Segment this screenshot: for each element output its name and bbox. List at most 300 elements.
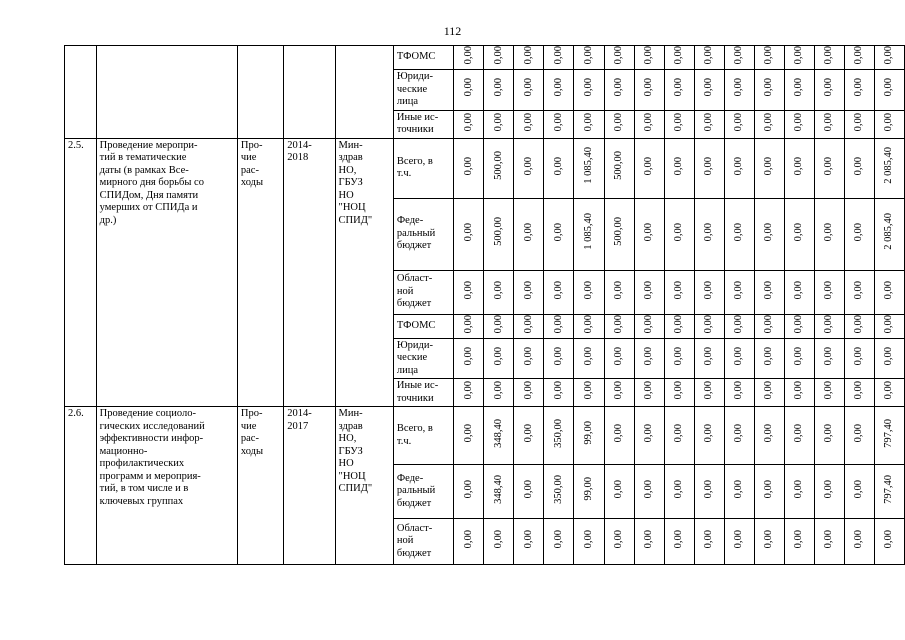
value-cell <box>574 519 604 565</box>
amount-value: 0,00 <box>522 346 534 366</box>
amount-value: 0,00 <box>462 314 474 333</box>
funding-source-cell <box>393 314 453 338</box>
funding-source-label: Иные ис- точники <box>396 380 439 404</box>
value-cell <box>514 407 544 465</box>
amount-value: 0,00 <box>492 280 504 299</box>
amount-value: 0,00 <box>703 346 715 366</box>
value-cell <box>844 379 874 407</box>
amount-value: 0,00 <box>673 381 685 400</box>
section-number-cell <box>65 138 97 407</box>
amount-value: 0,00 <box>763 346 775 366</box>
amount-value: 350,00 <box>552 474 564 504</box>
value-cell <box>634 198 664 270</box>
value-cell <box>844 70 874 111</box>
amount-value: 0,00 <box>703 314 715 333</box>
value-cell <box>694 110 724 138</box>
amount-value: 0,00 <box>823 381 835 400</box>
value-cell <box>484 198 514 270</box>
value-cell <box>544 465 574 519</box>
value-cell <box>814 519 844 565</box>
value-cell <box>634 110 664 138</box>
value-cell <box>484 46 514 70</box>
value-cell <box>724 338 754 379</box>
amount-value: 500,00 <box>492 217 504 247</box>
amount-value: 0,00 <box>462 280 474 299</box>
amount-value: 0,00 <box>793 112 805 131</box>
value-cell <box>874 270 904 314</box>
amount-value: 0,00 <box>673 78 685 97</box>
value-cell <box>694 70 724 111</box>
amount-value: 0,00 <box>703 480 715 499</box>
value-cell <box>694 46 724 70</box>
amount-value: 0,00 <box>853 46 865 65</box>
number-cell <box>65 46 97 139</box>
amount-value: 0,00 <box>823 480 835 499</box>
value-cell <box>874 379 904 407</box>
value-cell <box>514 70 544 111</box>
amount-value: 0,00 <box>853 314 865 333</box>
expense-category: Про- чие рас- ходы <box>240 408 264 457</box>
amount-value: 0,00 <box>733 46 745 65</box>
value-cell <box>784 138 814 198</box>
amount-value: 0,00 <box>883 530 895 549</box>
amount-value: 0,00 <box>643 424 655 443</box>
amount-value: 0,00 <box>703 46 715 65</box>
amount-value: 0,00 <box>462 424 474 443</box>
amount-value: 0,00 <box>673 46 685 65</box>
amount-value: 0,00 <box>522 222 534 241</box>
value-cell <box>874 519 904 565</box>
funding-source-label: Всего, в т.ч. <box>396 155 433 179</box>
value-cell <box>844 198 874 270</box>
value-cell <box>544 519 574 565</box>
amount-value: 0,00 <box>883 346 895 366</box>
amount-value: 0,00 <box>582 346 594 366</box>
value-cell <box>784 198 814 270</box>
amount-value: 0,00 <box>582 46 594 65</box>
amount-value: 0,00 <box>883 280 895 299</box>
value-cell <box>754 338 784 379</box>
amount-value: 0,00 <box>853 480 865 499</box>
value-cell <box>694 198 724 270</box>
value-cell <box>694 314 724 338</box>
value-cell <box>574 407 604 465</box>
amount-value: 0,00 <box>643 314 655 333</box>
funding-source-cell <box>393 138 453 198</box>
amount-value: 0,00 <box>853 381 865 400</box>
value-cell <box>844 46 874 70</box>
amount-value: 0,00 <box>673 314 685 333</box>
value-cell <box>754 270 784 314</box>
value-cell <box>724 270 754 314</box>
amount-value: 0,00 <box>763 222 775 241</box>
value-cell <box>604 198 634 270</box>
amount-value: 0,00 <box>522 530 534 549</box>
value-cell <box>484 138 514 198</box>
value-cell <box>454 519 484 565</box>
amount-value: 0,00 <box>613 46 625 65</box>
amount-value: 0,00 <box>613 381 625 400</box>
funding-source-cell <box>393 465 453 519</box>
value-cell <box>664 519 694 565</box>
amount-value: 0,00 <box>853 222 865 241</box>
amount-value: 0,00 <box>643 78 655 97</box>
amount-value: 0,00 <box>613 280 625 299</box>
value-cell <box>754 314 784 338</box>
value-cell <box>454 407 484 465</box>
value-cell <box>574 314 604 338</box>
amount-value: 0,00 <box>462 156 474 175</box>
value-cell <box>814 110 844 138</box>
value-cell <box>814 465 844 519</box>
amount-value: 0,00 <box>673 424 685 443</box>
amount-value: 0,00 <box>552 156 564 175</box>
amount-value: 0,00 <box>582 280 594 299</box>
amount-value: 0,00 <box>733 280 745 299</box>
amount-value: 0,00 <box>613 424 625 443</box>
amount-value: 0,00 <box>733 381 745 400</box>
value-cell <box>574 379 604 407</box>
value-cell <box>544 338 574 379</box>
amount-value: 0,00 <box>462 112 474 131</box>
amount-value: 0,00 <box>582 381 594 400</box>
funding-source-cell <box>393 519 453 565</box>
amount-value: 0,00 <box>883 314 895 333</box>
amount-value: 0,00 <box>763 280 775 299</box>
amount-value: 0,00 <box>703 156 715 175</box>
amount-value: 0,00 <box>733 156 745 175</box>
category-cell <box>237 46 283 139</box>
amount-value: 0,00 <box>673 156 685 175</box>
amount-value: 0,00 <box>763 381 775 400</box>
amount-value: 0,00 <box>823 314 835 333</box>
amount-value: 0,00 <box>552 78 564 97</box>
amount-value: 0,00 <box>793 530 805 549</box>
value-cell <box>604 138 634 198</box>
value-cell <box>754 465 784 519</box>
value-cell <box>544 110 574 138</box>
value-cell <box>574 270 604 314</box>
value-cell <box>634 314 664 338</box>
value-cell <box>604 70 634 111</box>
section-title-cell <box>96 138 237 407</box>
value-cell <box>814 46 844 70</box>
amount-value: 0,00 <box>763 78 775 97</box>
amount-value: 0,00 <box>853 78 865 97</box>
amount-value: 0,00 <box>613 530 625 549</box>
page-number: 112 <box>443 24 462 38</box>
amount-value: 0,00 <box>613 314 625 333</box>
amount-value: 0,00 <box>793 222 805 241</box>
amount-value: 0,00 <box>703 222 715 241</box>
amount-value: 0,00 <box>793 280 805 299</box>
value-cell <box>724 407 754 465</box>
value-cell <box>664 110 694 138</box>
amount-value: 0,00 <box>522 78 534 97</box>
amount-value: 0,00 <box>853 156 865 175</box>
value-cell <box>634 338 664 379</box>
amount-value: 0,00 <box>763 46 775 65</box>
amount-value: 0,00 <box>673 112 685 131</box>
amount-value: 0,00 <box>733 530 745 549</box>
value-cell <box>544 198 574 270</box>
value-cell <box>784 314 814 338</box>
value-cell <box>694 338 724 379</box>
amount-value: 0,00 <box>462 480 474 499</box>
amount-value: 350,00 <box>552 418 564 448</box>
funding-source-label: ТФОМС <box>396 319 436 331</box>
value-cell <box>694 519 724 565</box>
funding-source-label: Юриди- ческие лица <box>396 339 434 376</box>
value-cell <box>754 519 784 565</box>
value-cell <box>874 46 904 70</box>
value-cell <box>664 314 694 338</box>
amount-value: 0,00 <box>673 222 685 241</box>
value-cell <box>664 407 694 465</box>
value-cell <box>784 270 814 314</box>
value-cell <box>604 110 634 138</box>
executor-cell <box>335 138 393 407</box>
funding-source-label: Област- ной бюджет <box>396 522 433 559</box>
amount-value: 0,00 <box>552 530 564 549</box>
value-cell <box>634 379 664 407</box>
value-cell <box>754 70 784 111</box>
amount-value: 0,00 <box>703 424 715 443</box>
funding-source-cell <box>393 338 453 379</box>
amount-value: 0,00 <box>823 424 835 443</box>
amount-value: 0,00 <box>492 46 504 65</box>
amount-value: 348,40 <box>492 474 504 504</box>
value-cell <box>784 338 814 379</box>
value-cell <box>754 198 784 270</box>
amount-value: 0,00 <box>613 346 625 366</box>
value-cell <box>664 338 694 379</box>
value-cell <box>574 338 604 379</box>
amount-value: 0,00 <box>462 78 474 97</box>
amount-value: 0,00 <box>763 530 775 549</box>
amount-value: 0,00 <box>492 314 504 333</box>
value-cell <box>874 138 904 198</box>
funding-source-label: Всего, в т.ч. <box>396 423 433 447</box>
amount-value: 0,00 <box>703 112 715 131</box>
value-cell <box>454 138 484 198</box>
value-cell <box>454 70 484 111</box>
value-cell <box>604 46 634 70</box>
value-cell <box>514 198 544 270</box>
value-cell <box>604 270 634 314</box>
amount-value: 0,00 <box>733 480 745 499</box>
value-cell <box>664 46 694 70</box>
funding-source-label: Област- ной бюджет <box>396 273 433 310</box>
table-body <box>65 46 905 565</box>
value-cell <box>454 314 484 338</box>
period: 2014- 2017 <box>287 408 312 432</box>
table-row <box>65 46 905 70</box>
value-cell <box>634 70 664 111</box>
amount-value: 0,00 <box>613 78 625 97</box>
amount-value: 0,00 <box>883 112 895 131</box>
value-cell <box>454 110 484 138</box>
value-cell <box>454 198 484 270</box>
value-cell <box>874 110 904 138</box>
value-cell <box>664 379 694 407</box>
value-cell <box>784 70 814 111</box>
amount-value: 0,00 <box>643 222 655 241</box>
value-cell <box>844 465 874 519</box>
amount-value: 0,00 <box>883 381 895 400</box>
amount-value: 500,00 <box>492 151 504 181</box>
value-cell <box>514 46 544 70</box>
amount-value: 2 085,40 <box>883 213 895 251</box>
value-cell <box>784 379 814 407</box>
funding-source-label: Юриди- ческие лица <box>396 71 434 107</box>
value-cell <box>634 407 664 465</box>
amount-value: 0,00 <box>643 46 655 65</box>
amount-value: 348,40 <box>492 418 504 448</box>
period-cell <box>284 138 335 407</box>
section-title-cell <box>96 407 237 565</box>
amount-value: 500,00 <box>613 151 625 181</box>
amount-value: 0,00 <box>823 530 835 549</box>
value-cell <box>724 519 754 565</box>
amount-value: 0,00 <box>492 112 504 131</box>
amount-value: 0,00 <box>793 346 805 366</box>
executor: Мин- здрав НО, ГБУЗ НО "НОЦ СПИД" <box>338 408 373 494</box>
value-cell <box>694 465 724 519</box>
amount-value: 0,00 <box>552 112 564 131</box>
amount-value: 0,00 <box>462 381 474 400</box>
amount-value: 0,00 <box>492 530 504 549</box>
value-cell <box>634 465 664 519</box>
value-cell <box>694 379 724 407</box>
value-cell <box>634 46 664 70</box>
amount-value: 0,00 <box>582 530 594 549</box>
amount-value: 99,00 <box>582 421 594 446</box>
amount-value: 0,00 <box>462 346 474 366</box>
value-cell <box>874 338 904 379</box>
amount-value: 0,00 <box>853 424 865 443</box>
value-cell <box>754 138 784 198</box>
value-cell <box>634 270 664 314</box>
value-cell <box>784 465 814 519</box>
value-cell <box>604 379 634 407</box>
value-cell <box>724 198 754 270</box>
value-cell <box>844 138 874 198</box>
value-cell <box>574 465 604 519</box>
value-cell <box>814 70 844 111</box>
value-cell <box>484 270 514 314</box>
amount-value: 0,00 <box>823 112 835 131</box>
value-cell <box>484 110 514 138</box>
value-cell <box>814 338 844 379</box>
amount-value: 0,00 <box>733 78 745 97</box>
value-cell <box>844 338 874 379</box>
budget-table <box>64 45 905 565</box>
amount-value: 0,00 <box>492 346 504 366</box>
value-cell <box>544 70 574 111</box>
value-cell <box>514 314 544 338</box>
funding-source-cell <box>393 379 453 407</box>
value-cell <box>814 270 844 314</box>
value-cell <box>694 407 724 465</box>
value-cell <box>544 138 574 198</box>
amount-value: 0,00 <box>793 46 805 65</box>
period: 2014- 2018 <box>287 139 312 163</box>
value-cell <box>514 379 544 407</box>
value-cell <box>874 314 904 338</box>
amount-value: 0,00 <box>763 314 775 333</box>
value-cell <box>874 198 904 270</box>
executor: Мин- здрав НО, ГБУЗ НО "НОЦ СПИД" <box>338 139 373 226</box>
value-cell <box>694 270 724 314</box>
value-cell <box>844 110 874 138</box>
amount-value: 0,00 <box>552 222 564 241</box>
amount-value: 0,00 <box>733 346 745 366</box>
amount-value: 0,00 <box>823 46 835 65</box>
amount-value: 0,00 <box>703 381 715 400</box>
value-cell <box>454 270 484 314</box>
amount-value: 0,00 <box>582 314 594 333</box>
amount-value: 0,00 <box>733 112 745 131</box>
amount-value: 0,00 <box>552 280 564 299</box>
funding-source-cell <box>393 407 453 465</box>
funding-source-cell <box>393 198 453 270</box>
amount-value: 0,00 <box>763 424 775 443</box>
amount-value: 0,00 <box>793 480 805 499</box>
value-cell <box>784 110 814 138</box>
value-cell <box>484 70 514 111</box>
amount-value: 0,00 <box>522 424 534 443</box>
value-cell <box>484 465 514 519</box>
amount-value: 0,00 <box>673 530 685 549</box>
amount-value: 0,00 <box>853 280 865 299</box>
executor-cell <box>335 46 393 139</box>
funding-source-label: Иные ис- точники <box>396 111 439 135</box>
amount-value: 0,00 <box>673 346 685 366</box>
amount-value: 0,00 <box>643 530 655 549</box>
value-cell <box>574 198 604 270</box>
amount-value: 0,00 <box>552 346 564 366</box>
amount-value: 0,00 <box>823 346 835 366</box>
title-cell <box>96 46 237 139</box>
amount-value: 0,00 <box>522 112 534 131</box>
value-cell <box>784 407 814 465</box>
value-cell <box>604 465 634 519</box>
value-cell <box>574 70 604 111</box>
amount-value: 0,00 <box>522 480 534 499</box>
amount-value: 0,00 <box>522 156 534 175</box>
value-cell <box>514 270 544 314</box>
amount-value: 0,00 <box>853 112 865 131</box>
value-cell <box>544 407 574 465</box>
table-row <box>65 138 905 198</box>
amount-value: 0,00 <box>883 78 895 97</box>
amount-value: 0,00 <box>763 156 775 175</box>
amount-value: 797,40 <box>883 418 895 448</box>
amount-value: 0,00 <box>673 280 685 299</box>
value-cell <box>844 407 874 465</box>
value-cell <box>814 314 844 338</box>
value-cell <box>634 519 664 565</box>
amount-value: 0,00 <box>883 46 895 65</box>
funding-source-cell <box>393 110 453 138</box>
amount-value: 0,00 <box>643 280 655 299</box>
value-cell <box>874 407 904 465</box>
amount-value: 0,00 <box>462 222 474 241</box>
value-cell <box>544 270 574 314</box>
value-cell <box>454 46 484 70</box>
amount-value: 797,40 <box>883 474 895 504</box>
